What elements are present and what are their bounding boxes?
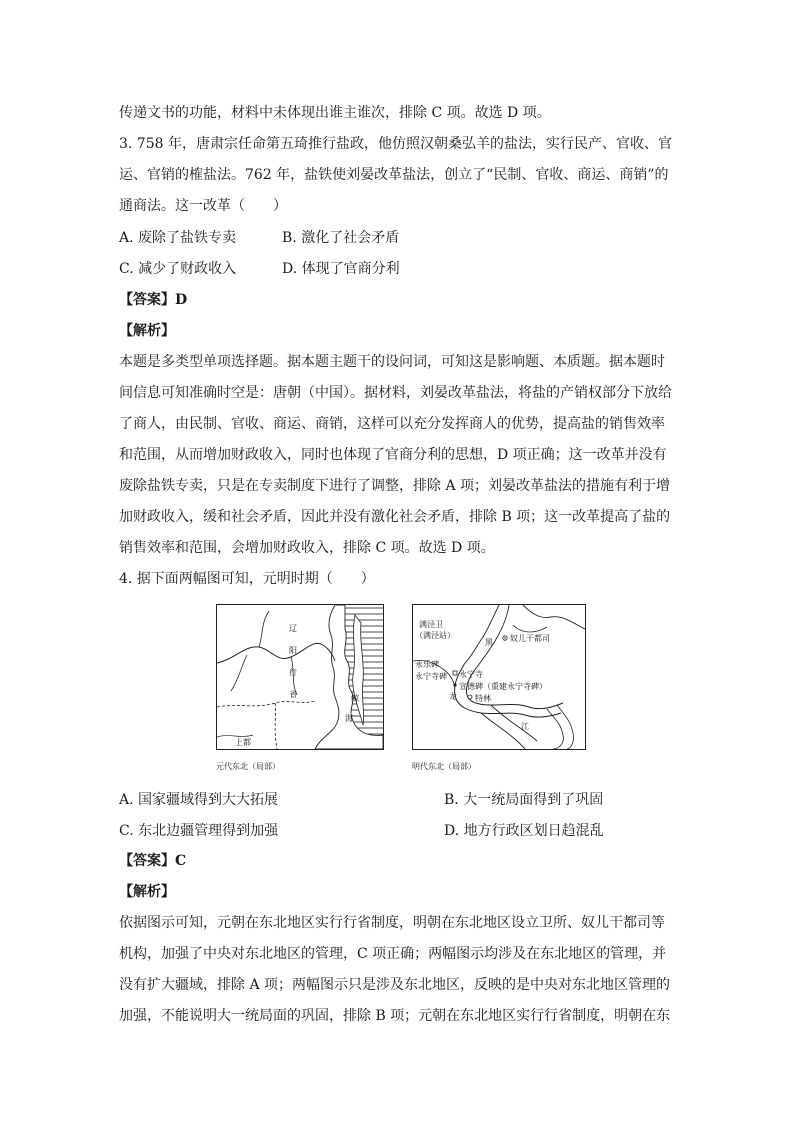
q4-analysis-line: 加强，不能说明大一统局面的巩固，排除 B 项；元朝在东北地区实行行省制度，明朝在东 xyxy=(119,1008,671,1024)
q3-choice-a: A. 废除了盐铁专卖 xyxy=(119,230,237,246)
boundary-line xyxy=(217,701,315,707)
q4-analysis-line: 没有扩大疆域，排除 A 项；两幅图示只是涉及东北地区，反映的是中央对东北地区管理的 xyxy=(119,977,671,993)
q3-analysis-line: 销售效率和范围，会增加财政收入，排除 C 项。故选 D 项。 xyxy=(119,540,495,556)
ming-map-drawing xyxy=(413,605,585,749)
map-label: 省 xyxy=(289,690,297,699)
river xyxy=(465,605,499,663)
q4-analysis-line: 机构，加强了中央对东北地区的管理，C 项正确；两幅图示均涉及在东北地区的管理，并 xyxy=(119,946,667,962)
q3-analysis-line: 废除盐铁专卖，只是在专卖制度下进行了调整，排除 A 项；刘晏改革盐法的措施有利于增 xyxy=(119,478,671,494)
q3-choice-c: C. 减少了财政收入 xyxy=(119,261,237,277)
question-3-stem: 3. 758 年，唐肃宗任命第五琦推行盐政，他仿照汉朝桑弘羊的盐法，实行民产、官收、官 xyxy=(119,136,672,152)
yongningsi-marker xyxy=(453,671,457,675)
river xyxy=(481,713,525,749)
question-3-stem-line-3: 通商法。这一改革（ ） xyxy=(119,198,287,214)
q3-analysis-line: 本题是多类型单项选择题。据本题主题干的设问词，可知这是影响题、本质题。据本题时 xyxy=(119,354,665,370)
q3-answer: 【答案】D xyxy=(119,292,188,308)
q4-analysis-line: 依据图示可知，元朝在东北地区实行行省制度，明朝在东北地区设立卫所、奴儿干都司等 xyxy=(119,915,665,931)
map-label: 江 xyxy=(521,722,529,731)
river xyxy=(557,705,574,749)
q4-choice-b: B. 大一统局面得到了巩固 xyxy=(444,792,604,808)
coastline xyxy=(523,605,585,629)
map-label: 上都 xyxy=(235,738,251,747)
map-label: 黑 xyxy=(485,638,493,647)
river xyxy=(217,735,253,737)
river xyxy=(231,655,247,691)
q3-analysis-line: 间信息可知准确时空是：唐朝（中国）。据材料，刘晏改革盐法，将盐的产销权部分下放给 xyxy=(119,385,672,401)
ming-map-caption: 明代东北（局部） xyxy=(412,762,476,771)
q4-choice-c: C. 东北边疆管理得到加强 xyxy=(119,823,279,839)
map-label: 满泾卫 xyxy=(419,620,443,629)
map-label: 永乐碑 xyxy=(415,660,439,669)
map-label: 海 xyxy=(345,714,353,723)
yuan-map-caption: 元代东北（局部） xyxy=(216,762,280,771)
q3-analysis-line: 了商人，由民制、官收、商运、商销，这样可以充分发挥商人的优势，提高盐的销售效率 xyxy=(119,416,665,432)
q3-analysis-line: 加财政收入，缓和社会矛盾，因此并没有激化社会矛盾，排除 B 项；这一改革提高了盐的 xyxy=(119,509,671,525)
q4-choice-d: D. 地方行政区划日趋混乱 xyxy=(444,823,604,839)
q3-analysis-title: 【解析】 xyxy=(119,323,175,339)
yuan-map-drawing xyxy=(217,605,383,749)
q3-choice-d: D. 体现了官商分利 xyxy=(282,261,400,277)
map-label: 辽 xyxy=(289,624,297,633)
map-label: 行 xyxy=(289,668,297,677)
text-line: 传递文书的功能，材料中未体现出谁主谁次，排除 C 项。故选 D 项。 xyxy=(119,105,551,121)
telin-marker xyxy=(468,695,472,699)
map-label: 永宁寺 xyxy=(459,670,483,679)
nurgan-marker-dot xyxy=(504,637,506,639)
question-3-stem-line-2: 运、官销的榷盐法。762 年，盐铁使刘晏改革盐法，创立了“民制、官收、商运、商销”的 xyxy=(119,167,669,183)
ming-northeast-map xyxy=(412,604,586,750)
map-label: 宣德碑（重建永宁寺碑） xyxy=(459,682,547,691)
q3-choice-b: B. 激化了社会矛盾 xyxy=(282,230,400,246)
map-label: 阳 xyxy=(289,646,297,655)
coastline xyxy=(513,625,547,632)
river xyxy=(217,643,335,663)
q3-analysis-line: 和范围，从而增加财政收入，同时也体现了官商分利的思想，D 项正确；这一改革并没有 xyxy=(119,447,667,463)
q4-analysis-title: 【解析】 xyxy=(119,884,175,900)
map-label: 龙 xyxy=(449,692,457,701)
map-label: 特林 xyxy=(475,694,491,703)
river xyxy=(491,705,537,741)
stele-marker xyxy=(453,683,456,686)
yuan-northeast-map xyxy=(216,604,384,750)
question-4-stem: 4. 据下面两幅图可知，元明时期（ ） xyxy=(119,571,375,587)
map-label: （满泾站） xyxy=(415,631,455,640)
river xyxy=(259,611,269,647)
map-label: 永宁寺碑 xyxy=(415,672,447,681)
map-label: 鲸 xyxy=(351,694,359,703)
boundary-line xyxy=(275,703,277,749)
q4-choice-a: A. 国家疆域得到大大拓展 xyxy=(119,792,279,808)
q4-answer: 【答案】C xyxy=(119,853,187,869)
map-label: 奴儿干都司 xyxy=(510,634,550,643)
